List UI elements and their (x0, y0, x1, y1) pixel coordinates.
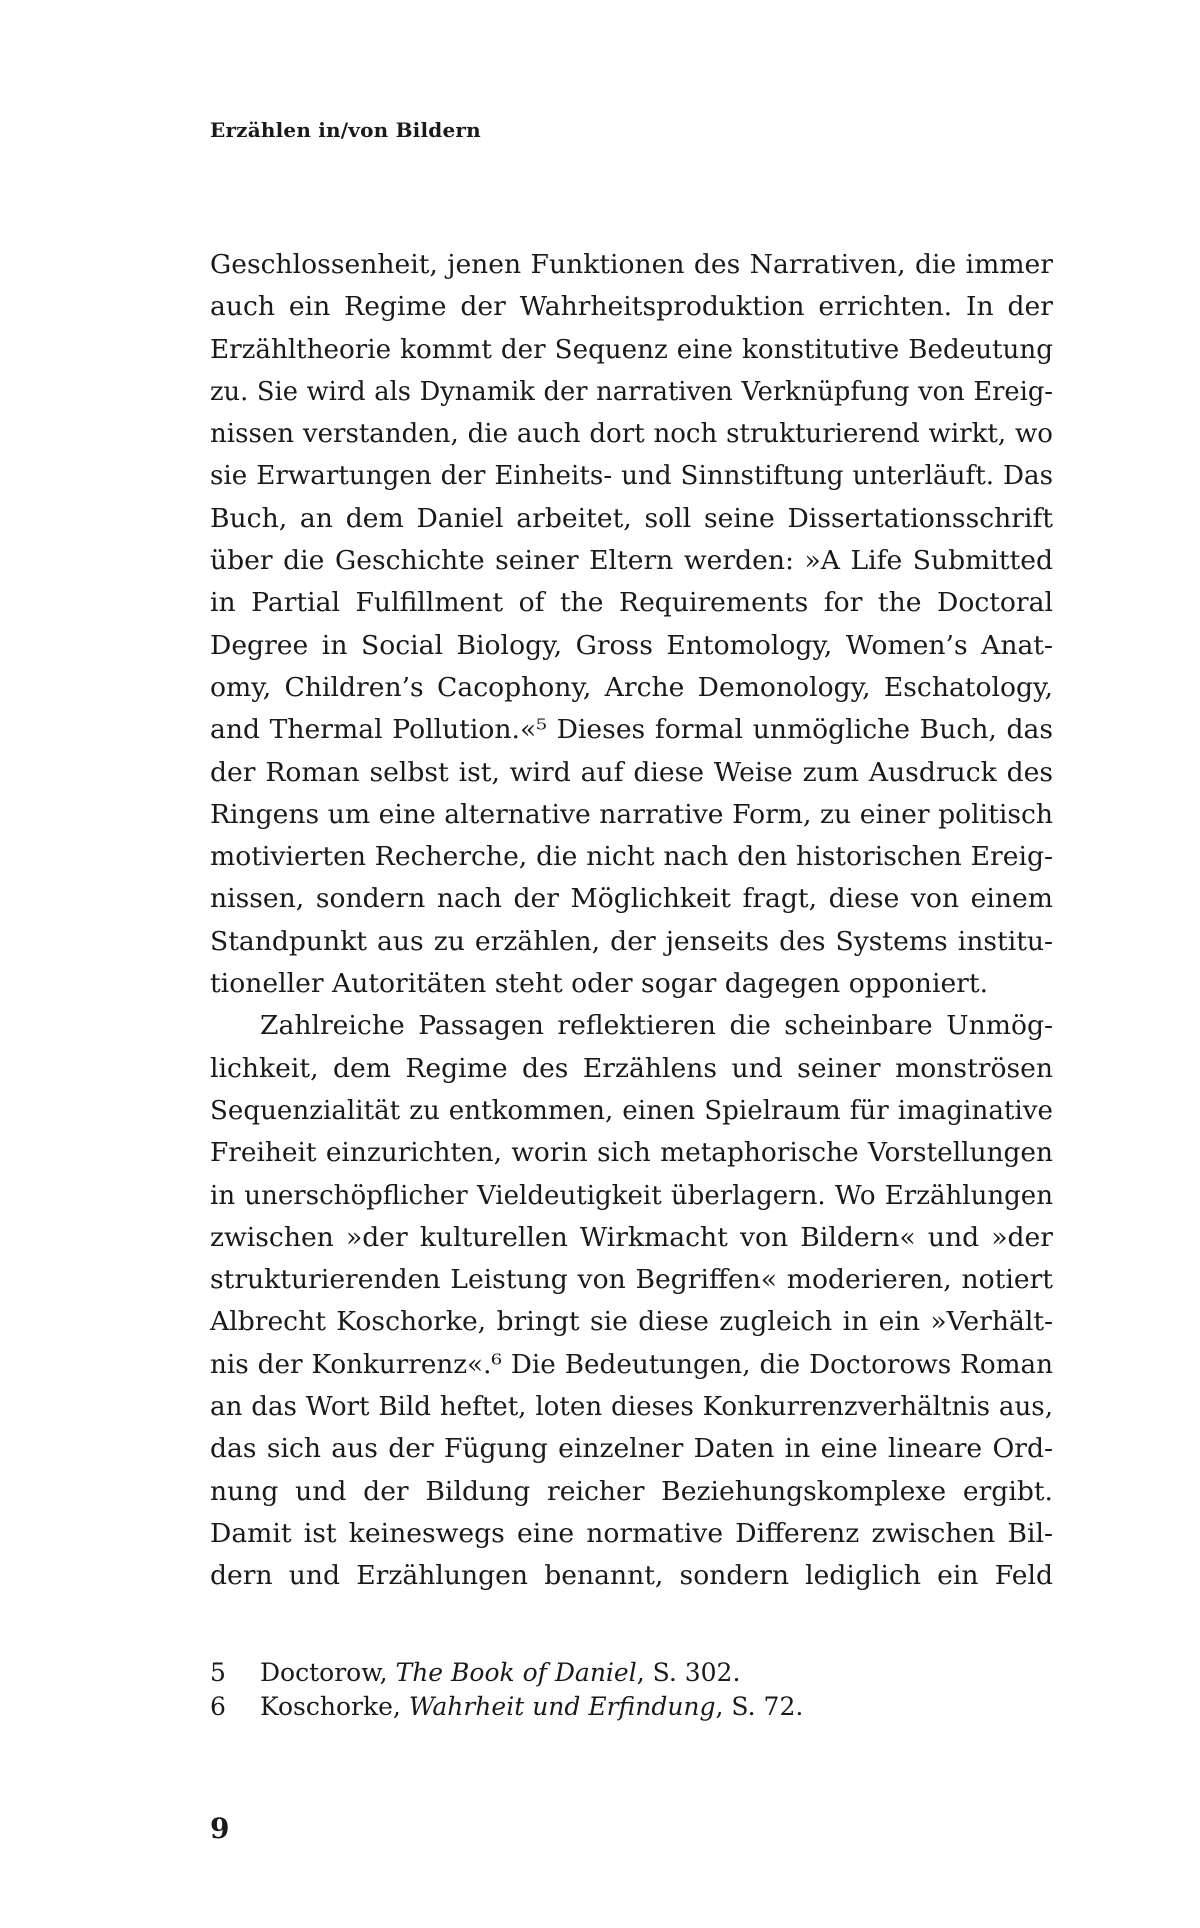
footnote-page: , S. 72. (715, 1692, 804, 1721)
text-line: Erzähltheorie kommt der Sequenz eine konstitutive Bedeutung (210, 334, 1053, 365)
paragraph-1 (210, 244, 1053, 1005)
text-line: in Partial Fulfillment of the Requirements for the Doctoral (210, 587, 1053, 619)
text-line: nis der Konkurrenz«.⁶ Die Bedeutungen, die Doctorows Roman (210, 1349, 1053, 1380)
text-line: strukturierenden Leistung von Begriffen« moderieren, notiert (210, 1264, 1053, 1296)
footnote-number: 6 (210, 1692, 226, 1721)
text-line: Standpunkt aus zu erzählen, der jenseits des Systems institu- (210, 925, 1053, 957)
footnote-5 (210, 1656, 1053, 1690)
text-line: dern und Erzählungen benannt, sondern lediglich ein Feld (210, 1560, 1053, 1592)
text-line: das sich aus der Fügung einzelner Daten in eine lineare Ord- (210, 1433, 1053, 1465)
text-line: lichkeit, dem Regime des Erzählens und seiner monströsen (210, 1052, 1053, 1084)
text-line: zwischen »der kulturellen Wirkmacht von Bildern« und »der (210, 1221, 1053, 1253)
text-line: omy, Children’s Cacophony, Arche Demonology, Eschatology, (210, 671, 1053, 703)
text-line: der Roman selbst ist, wird auf diese Weise zum Ausdruck des (210, 756, 1053, 788)
text-line: motivierten Recherche, die nicht nach den historischen Ereig- (210, 841, 1053, 873)
text-line: zu. Sie wird als Dynamik der narrativen Verknüpfung von Ereig- (210, 376, 1053, 407)
text-line: Geschlossenheit, jenen Funktionen des Narrativen, die immer (210, 249, 1053, 280)
text-line: sie Erwartungen der Einheits- und Sinnstiftung unterläuft. Das (210, 461, 1053, 492)
text-line: Ringens um eine alternative narrative Form, zu einer politisch (210, 798, 1053, 830)
footnote-title: Wahrheit und Erfindung (408, 1692, 716, 1721)
text-line: tioneller Autoritäten steht oder sogar dagegen opponiert. (210, 968, 989, 1000)
paragraph-2 (210, 1005, 1053, 1597)
text-line: Damit ist keineswegs eine normative Differenz zwischen Bil- (210, 1517, 1053, 1549)
footnote-page: , S. 302. (636, 1658, 741, 1687)
text-line: Albrecht Koschorke, bringt sie diese zugleich in ein »Verhält- (210, 1306, 1053, 1338)
footnote-author: Koschorke, (260, 1692, 409, 1721)
text-line: Buch, an dem Daniel arbeitet, soll seine Dissertationsschrift (210, 502, 1053, 534)
text-line: nissen verstanden, die auch dort noch strukturierend wirkt, wo (210, 419, 1053, 450)
text-line: nung und der Bildung reicher Beziehungskomplexe ergibt. (210, 1475, 1053, 1507)
text-line: Zahlreiche Passagen reflektieren die scheinbare Unmög- (260, 1010, 1053, 1042)
text-line: nissen, sondern nach der Möglichkeit fragt, diese von einem (210, 883, 1053, 915)
text-line: and Thermal Pollution.«⁵ Dieses formal unmögliche Buch, das (210, 714, 1053, 746)
text-line: in unerschöpflicher Vieldeutigkeit überlagern. Wo Erzählungen (210, 1180, 1053, 1211)
text-line: über die Geschichte seiner Eltern werden: »A Life Submitted (210, 545, 1053, 577)
body-text (210, 244, 1053, 1598)
text-line: auch ein Regime der Wahrheitsproduktion errichten. In der (210, 291, 1053, 323)
footnote-number: 5 (210, 1658, 226, 1687)
footnote-6 (210, 1690, 1053, 1724)
text-line: an das Wort Bild heftet, loten dieses Konkurrenzverhältnis aus, (210, 1392, 1053, 1423)
text-line: Sequenzialität zu entkommen, einen Spielraum für imaginative (210, 1095, 1053, 1126)
page-number: 9 (210, 1812, 230, 1845)
text-line: Freiheit einzurichten, worin sich metaphorische Vorstellungen (210, 1138, 1053, 1169)
footnote-title: The Book of Daniel (395, 1658, 637, 1687)
text-line: Degree in Social Biology, Gross Entomology, Women’s Anat- (210, 629, 1053, 661)
footnotes (210, 1656, 1053, 1724)
footnote-author: Doctorow, (260, 1658, 396, 1687)
running-head: Erzählen in/von Bildern (210, 118, 481, 142)
